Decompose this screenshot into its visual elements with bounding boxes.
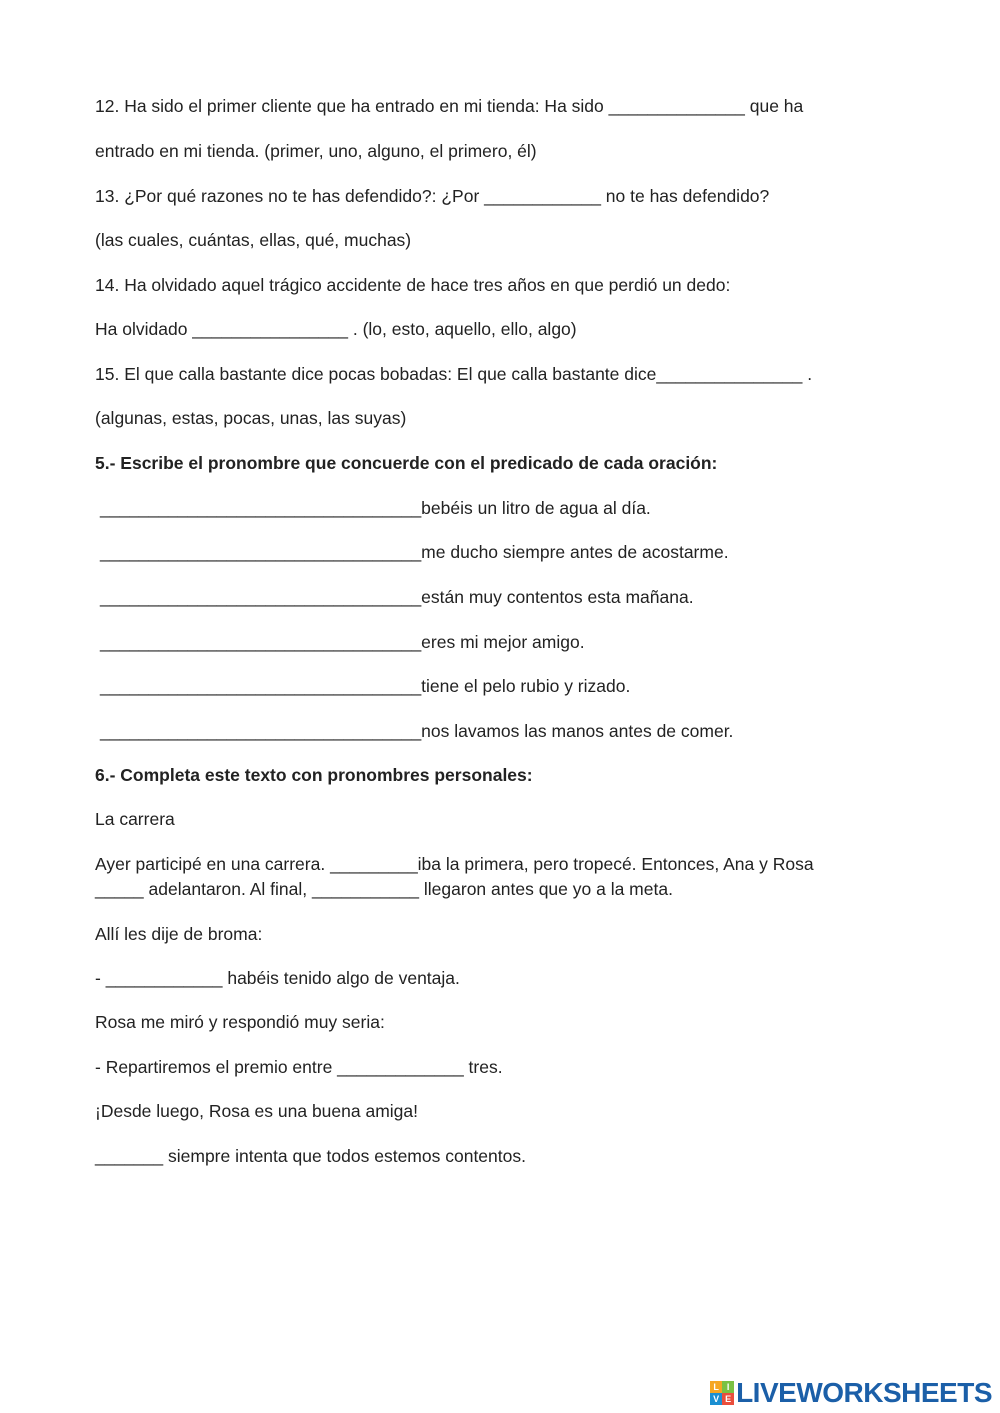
section-5-item: _________________________________nos lavamos las manos antes de comer. [100,721,734,741]
story-paragraph-7: _______ siempre intenta que todos estemos contentos. [95,1146,526,1166]
logo-tile-i: I [722,1381,734,1393]
exercise-14-line-1: 14. Ha olvidado aquel trágico accidente de hace tres años en que perdió un dedo: [95,275,731,295]
story-paragraph-2: Allí les dije de broma: [95,924,263,944]
logo-tile-v: V [710,1393,722,1405]
section-6-heading: 6.- Completa este texto con pronombres personales: [95,765,533,785]
exercise-13-line-1: 13. ¿Por qué razones no te has defendido?: ¿Por ____________ no te has defendido? [95,186,770,206]
story-paragraph-6: ¡Desde luego, Rosa es una buena amiga! [95,1101,418,1121]
logo-tile-e: E [722,1393,734,1405]
liveworksheets-logo[interactable] [710,1377,992,1409]
section-5-item: _________________________________están muy contentos esta mañana. [100,587,694,607]
section-5-heading: 5.- Escribe el pronombre que concuerde con el predicado de cada oración: [95,453,718,473]
section-5-item: _________________________________tiene el pelo rubio y rizado. [100,676,631,696]
exercise-12-line-1: 12. Ha sido el primer cliente que ha entrado en mi tienda: Ha sido ______________ que ha [95,96,804,116]
liveworksheets-logo-icon [710,1381,734,1405]
story-paragraph-3: - ____________ habéis tenido algo de ventaja. [95,968,460,988]
exercise-15-line-2: (algunas, estas, pocas, unas, las suyas) [95,408,407,428]
exercise-13-line-2: (las cuales, cuántas, ellas, qué, muchas) [95,230,412,250]
story-paragraph-5: - Repartiremos el premio entre _____________ tres. [95,1057,503,1077]
exercise-12-line-2: entrado en mi tienda. (primer, uno, alguno, el primero, él) [95,141,537,161]
story-paragraph-4: Rosa me miró y respondió muy seria: [95,1012,385,1032]
story-paragraph-1-line-1: Ayer participé en una carrera. _________iba la primera, pero tropecé. Entonces, Ana y Rosa [95,854,814,874]
story-paragraph-1-line-2: _____ adelantaron. Al final, ___________ llegaron antes que yo a la meta. [95,879,673,899]
story-title: La carrera [95,809,175,829]
exercise-15-line-1: 15. El que calla bastante dice pocas bobadas: El que calla bastante dice_______________ . [95,364,813,384]
section-5-item: _________________________________bebéis un litro de agua al día. [100,498,651,518]
logo-tile-l: L [710,1381,722,1393]
section-5-item: _________________________________me ducho siempre antes de acostarme. [100,542,729,562]
liveworksheets-logo-text: LIVEWORKSHEETS [736,1377,992,1408]
exercise-14-line-2: Ha olvidado ________________ . (lo, esto, aquello, ello, algo) [95,319,577,339]
section-5-item: _________________________________eres mi mejor amigo. [100,632,585,652]
